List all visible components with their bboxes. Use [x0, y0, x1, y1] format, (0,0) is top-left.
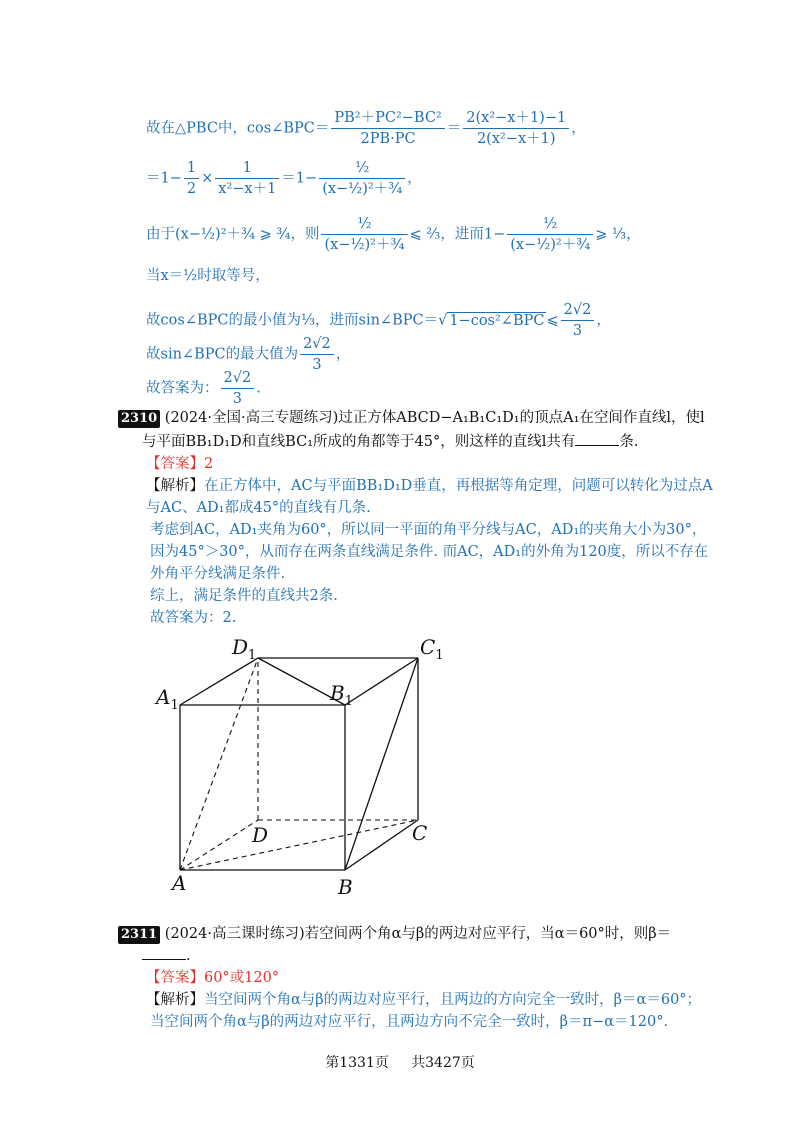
analysis-2310-line-2: 与AC、AD₁都成45°的直线有几条. — [146, 500, 371, 516]
edge-B-C1 — [345, 658, 418, 870]
edge-A1-D1 — [180, 658, 258, 705]
analysis-2310-line-6: 综上，满足条件的直线共2条. — [150, 588, 338, 604]
edge-B-C — [345, 820, 418, 870]
label-B1: $B_1$ — [330, 681, 353, 709]
analysis-2310-line-4: 因为45°＞30°，从而存在两条直线满足条件. 而AC，AD₁的外角为120度，所以不存在 — [150, 544, 709, 560]
label-C1: $C_1$ — [420, 635, 444, 663]
analysis-2311-line-2: 当空间两个角α与β的两边对应平行，且两边方向不完全一致时，β＝π−α＝120°. — [150, 1014, 669, 1030]
question-2311-line-1: 2311 (2024·高三课时练习)若空间两个角α与β的两边对应平行，当α＝60°时，则β＝ — [118, 924, 671, 944]
analysis-2310-line-3: 考虑到AC，AD₁夹角为60°，所以同一平面的角平分线与AC，AD₁的夹角大小为30°， — [150, 522, 707, 538]
question-number-badge: 2311 — [118, 926, 160, 944]
question-number-badge: 2310 — [118, 410, 160, 428]
question-2311-line-2: . — [142, 946, 191, 966]
total-pages: 共3427页 — [411, 1055, 475, 1071]
solution-line-6: 故sin∠BPC的最大值为 $\frac{2√2}{3}$ ， — [146, 336, 351, 373]
page-number: 第1331页 — [325, 1055, 389, 1071]
question-2310-line-1: 2310 (2024·全国·高三专题练习)过正方体ABCD−A₁B₁C₁D₁的顶点A₁在空间作直线l，使l — [118, 408, 705, 428]
analysis-2310-line-7: 故答案为：2. — [150, 610, 237, 626]
analysis-2311-line-1: 【解析】当空间两个角α与β的两边对应平行，且两边的方向完全一致时，β＝α＝60°； — [146, 992, 702, 1008]
label-D: D — [252, 823, 269, 847]
edge-B1-C1 — [345, 658, 418, 705]
question-2310-line-2: 与平面BB₁D₁D和直线BC₁所成的角都等于45°，则这样的直线l共有 条. — [142, 434, 639, 450]
analysis-2310-line-5: 外角平分线满足条件. — [150, 566, 286, 582]
edge-A-D — [180, 820, 258, 870]
label-B: B — [338, 875, 353, 899]
answer-2311: 【答案】60°或120° — [146, 970, 280, 986]
answer-blank — [575, 445, 619, 446]
answer-2310: 【答案】2 — [146, 456, 214, 472]
solution-line-7: 故答案为： $\frac{2√2}{3}$ . — [146, 370, 261, 407]
label-A: A — [172, 871, 187, 895]
solution-line-2: ＝1− $\frac{1}{2}$ × $\frac{1}{\text{x²−x＋1}}$ ＝1− $\frac{\text{½}}{\text{(x−½)²＋¾}}$ ， — [146, 160, 422, 197]
answer-blank — [142, 959, 186, 960]
cube-figure — [0, 630, 800, 900]
page-footer — [0, 1052, 800, 1072]
solution-line-3: 由于(x−½)²＋¾ ⩾ ¾，则 $\frac{\text{½}}{\text{(x−½)²＋¾}}$ ⩽ ⅔，进而1− $\frac{\text{½}}{\text{(x−½)²＋¾}}$ ⩾ ⅓， — [146, 216, 641, 253]
analysis-2310-line-1: 【解析】在正方体中，AC与平面BB₁D₁D垂直，再根据等角定理，问题可以转化为过点A — [146, 478, 713, 494]
label-C: C — [412, 821, 428, 845]
solution-line-5: 故cos∠BPC的最小值为⅓，进而sin∠BPC＝√ 1−cos²∠BPC ⩽ $\frac{2√2}{3}$ ， — [146, 302, 611, 339]
label-D1: $D_1$ — [232, 635, 257, 663]
solution-line-4: 当x＝½时取等号， — [146, 268, 270, 284]
diag-A-D1 — [180, 658, 258, 870]
solution-line-1: 故在△PBC中，cos∠BPC＝ $\frac{\text{PB²＋PC²−BC²}}{2PB\cdot PC}$ ＝ $\frac{\text{2(x²−x＋1)−1}}{\text{2(x²−x＋1)}}$ ， — [146, 110, 586, 147]
label-A1: $A_1$ — [156, 685, 179, 713]
